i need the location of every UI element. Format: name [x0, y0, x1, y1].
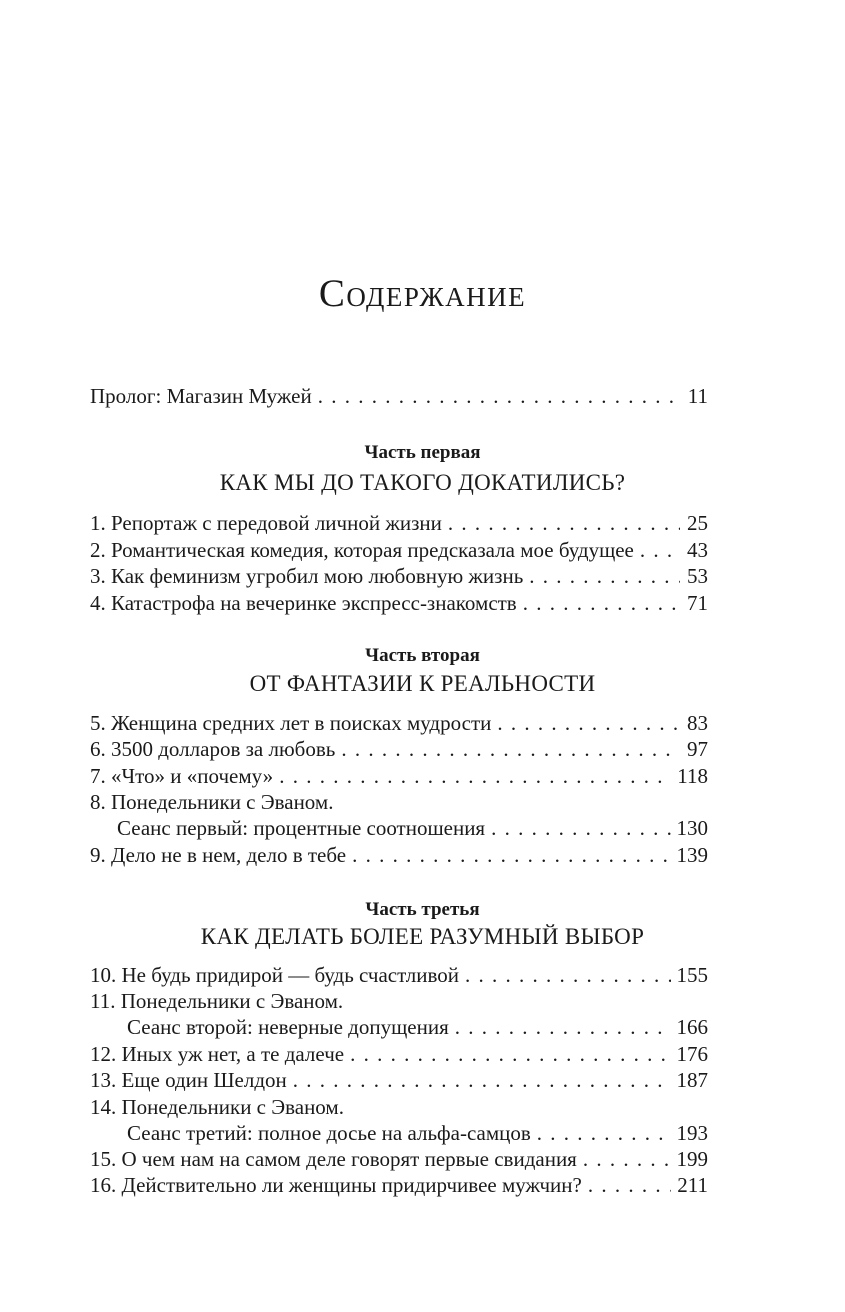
toc-entry-title: 6. 3500 долларов за любовь: [90, 737, 336, 761]
toc-entry: [90, 962, 708, 988]
toc-entry: [90, 736, 708, 762]
toc-entry: [90, 1146, 708, 1172]
part-heading-1: КАК МЫ ДО ТАКОГО ДОКАТИЛИСЬ?: [219, 470, 626, 495]
toc-entry-title: 15. О чем нам на самом деле говорят первые свидания: [90, 1147, 577, 1171]
toc-entry-title: Пролог: Магазин Мужей: [90, 384, 312, 408]
toc-page-number: 193: [676, 1121, 708, 1145]
dot-leader: [455, 1014, 671, 1040]
toc-entry: [90, 1041, 708, 1067]
toc-entry-subtitle: [117, 815, 708, 841]
toc-entry: [90, 1094, 708, 1120]
toc-page-number: 43: [687, 538, 708, 562]
dot-leader: [497, 710, 680, 736]
toc-entry: [90, 710, 708, 736]
toc-entry-title: 5. Женщина средних лет в поисках мудрости: [90, 711, 492, 735]
toc-entry-title: 7. «Что» и «почему»: [90, 764, 274, 788]
toc-entry-title: 4. Катастрофа на вечеринке экспресс-знакомств: [90, 591, 517, 615]
part-heading-2: ОТ ФАНТАЗИИ К РЕАЛЬНОСТИ: [249, 671, 596, 696]
toc-page-number: 199: [676, 1147, 708, 1171]
dot-leader: [448, 510, 680, 536]
toc-entry: [90, 590, 708, 616]
toc-page-number: 118: [677, 764, 708, 788]
dot-leader: [465, 962, 670, 988]
dot-leader: [318, 383, 680, 409]
dot-leader: [588, 1172, 671, 1198]
dot-leader: [352, 842, 670, 868]
toc-entry-subtitle-text: Сеанс второй: неверные допущения: [127, 1015, 449, 1039]
toc-entry-title: 13. Еще один Шелдон: [90, 1068, 287, 1092]
toc-entry: [90, 1172, 708, 1198]
dot-leader: [583, 1146, 671, 1172]
toc-entry-subtitle-text: Сеанс третий: полное досье на альфа-самцов: [127, 1121, 531, 1145]
dot-leader: [491, 815, 670, 841]
toc-entry-title: 2. Романтическая комедия, которая предсказала мое будущее: [90, 538, 634, 562]
toc-entry-title: 8. Понедельники с Эваном.: [90, 790, 334, 814]
toc-entry: [90, 537, 708, 563]
dot-leader: [350, 1041, 670, 1067]
toc-page-number: 211: [677, 1173, 708, 1197]
part-heading-3: КАК ДЕЛАТЬ БОЛЕЕ РАЗУМНЫЙ ВЫБОР: [200, 924, 645, 949]
toc-entry-subtitle: [127, 1120, 708, 1146]
dot-leader: [523, 590, 680, 616]
toc-page-number: 71: [687, 591, 708, 615]
page-title: Содержание: [318, 272, 527, 315]
toc-page-number: 97: [687, 737, 708, 761]
dot-leader: [537, 1120, 671, 1146]
toc-entry-subtitle: [127, 1014, 708, 1040]
toc-entry: [90, 1067, 708, 1093]
dot-leader: [529, 563, 680, 589]
dot-leader: [279, 763, 671, 789]
toc-entry-title: 12. Иных уж нет, а те далече: [90, 1042, 345, 1066]
toc-entry-subtitle-text: Сеанс первый: процентные соотношения: [117, 816, 486, 840]
part-label-2: Часть вторая: [365, 645, 480, 666]
toc-entry: [90, 763, 708, 789]
toc-page-number: 187: [676, 1068, 708, 1092]
toc-entry-title: 1. Репортаж с передовой личной жизни: [90, 511, 442, 535]
toc-entry-title: 11. Понедельники с Эваном.: [90, 989, 344, 1013]
toc-page-number: 176: [676, 1042, 708, 1066]
toc-entry-title: 16. Действительно ли женщины придирчивее мужчин?: [90, 1173, 582, 1197]
toc-page-number: 83: [687, 711, 708, 735]
toc-entry-title: 3. Как феминизм угробил мою любовную жизнь: [90, 564, 524, 588]
part-label-3: Часть третья: [365, 899, 480, 920]
toc-page-number: 25: [687, 511, 708, 535]
part-label-1: Часть первая: [364, 442, 481, 463]
toc-page-number: 11: [687, 384, 708, 408]
toc-page-number: 166: [676, 1015, 708, 1039]
toc-page-number: 155: [676, 963, 708, 987]
toc-page-number: 130: [676, 816, 708, 840]
dot-leader: [293, 1067, 671, 1093]
toc-entry-prologue: [90, 383, 708, 409]
toc-entry: [90, 789, 708, 815]
dot-leader: [341, 736, 680, 762]
toc-entry: [90, 842, 708, 868]
toc-entry-title: 14. Понедельники с Эваном.: [90, 1095, 344, 1119]
toc-entry-title: 9. Дело не в нем, дело в тебе: [90, 843, 347, 867]
toc-page-number: 53: [687, 564, 708, 588]
toc-entry: [90, 563, 708, 589]
toc-entry-title: 10. Не будь придирой — будь счастливой: [90, 963, 460, 987]
toc-page-number: 139: [676, 843, 708, 867]
toc-entry: [90, 510, 708, 536]
dot-leader: [640, 537, 680, 563]
toc-entry: [90, 988, 708, 1014]
